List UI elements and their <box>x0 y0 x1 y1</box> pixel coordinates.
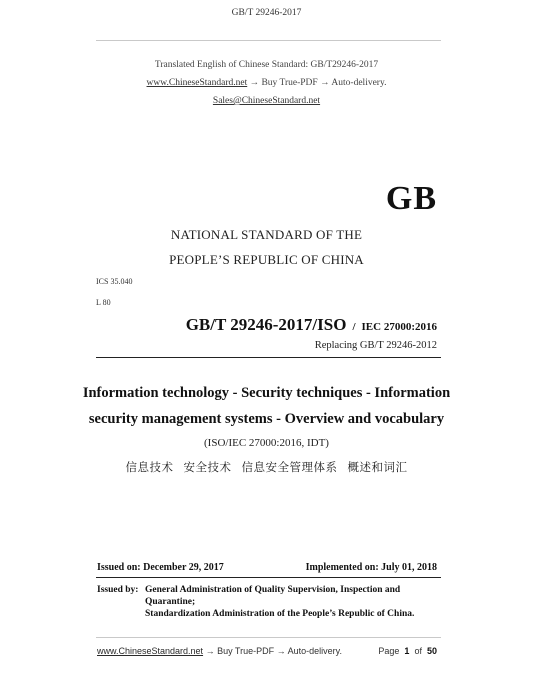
email-line <box>0 96 533 106</box>
implemented-on: Implemented on: July 01, 2018 <box>305 562 437 573</box>
footer-site-link[interactable]: www.ChineseStandard.net <box>97 646 204 656</box>
title-line2: security management systems - Overview and vocabulary <box>88 411 445 427</box>
chinese-title <box>0 459 533 475</box>
site-link[interactable]: www.ChineseStandard.net <box>146 78 248 88</box>
chinese-title-part: 概述和词汇 <box>347 462 408 474</box>
title-divider <box>96 357 441 358</box>
standard-number-main: GB/T 29246-2017/ISO <box>185 315 347 334</box>
running-header-code: GB/T 29246-2017 <box>231 8 302 18</box>
l-code: L 80 <box>96 298 111 307</box>
issued-by-line3: Standardization Administration of the People’s Republic of China. <box>145 609 415 619</box>
promo-line <box>0 78 533 88</box>
standard-number <box>186 315 437 335</box>
footer-promo-text: → Buy True-PDF → Auto-delivery. <box>203 646 342 656</box>
identical-note: (ISO/IEC 27000:2016, IDT) <box>204 437 329 449</box>
issued-by-line1: General Administration of Quality Supervision, Inspection and <box>145 585 401 595</box>
standard-number-separator: / <box>352 321 356 333</box>
footer-promo <box>97 646 342 656</box>
iec-number: IEC 27000:2016 <box>361 321 437 333</box>
page-indicator <box>378 646 437 656</box>
chinese-title-part: 信息安全管理体系 <box>241 462 338 474</box>
national-standard-line1: NATIONAL STANDARD OF THE <box>170 227 363 242</box>
email-link[interactable]: Sales@ChineseStandard.net <box>212 96 321 106</box>
chinese-title-part: 安全技术 <box>183 462 232 474</box>
national-standard-line2: PEOPLE’S REPUBLIC OF CHINA <box>169 252 364 267</box>
ics-code: ICS 35.040 <box>96 277 133 286</box>
issued-on: Issued on: December 29, 2017 <box>97 562 224 573</box>
chinese-title-part: 信息技术 <box>125 462 174 474</box>
page-of: of <box>414 646 422 656</box>
issued-by-line2: Quarantine; <box>145 597 196 607</box>
page-current: 1 <box>404 646 410 656</box>
footer-divider <box>96 637 441 638</box>
issued-by-label: Issued by: <box>97 585 139 595</box>
replacing-note: Replacing GB/T 29246-2012 <box>314 340 437 351</box>
header-divider <box>96 40 441 41</box>
page-label: Page <box>378 646 400 656</box>
title-line1: Information technology - Security techniques - Information <box>82 385 451 401</box>
gb-mark: GB <box>385 180 437 217</box>
dates-divider <box>96 577 441 578</box>
promo-text: → Buy True-PDF → Auto-delivery. <box>247 78 387 88</box>
translated-line: Translated English of Chinese Standard: GB/T29246-2017 <box>154 60 379 70</box>
page-total: 50 <box>426 646 437 656</box>
